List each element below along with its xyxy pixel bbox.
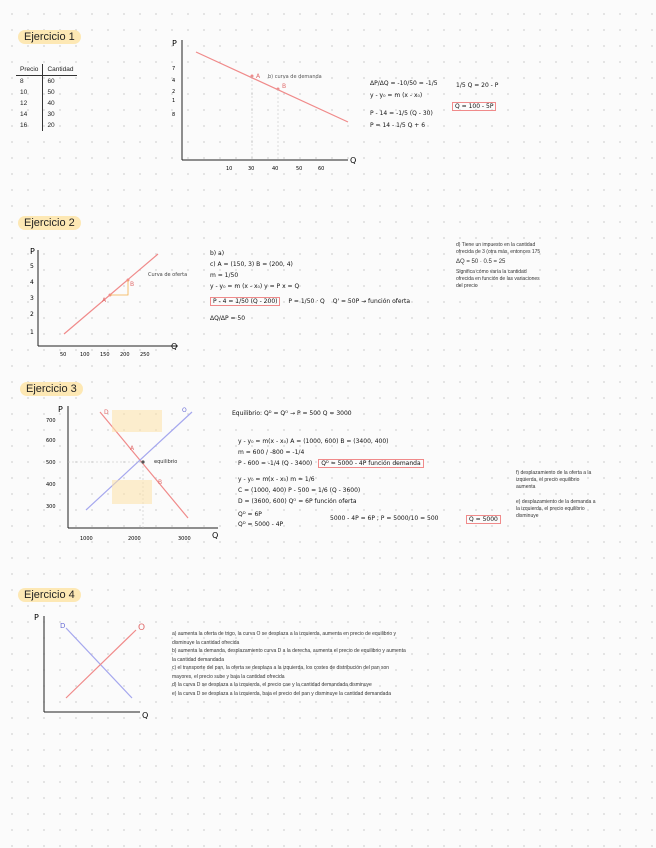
demand-curve xyxy=(66,628,132,698)
ej1-result-box: Q = 100 - 5P xyxy=(452,102,496,111)
ej3-work-line: Qᴰ = 5000 - 4P xyxy=(238,521,284,528)
ej2-work-line: ΔQ/ΔP = 50 xyxy=(210,315,246,322)
ej1-table xyxy=(16,64,77,131)
tick-label: 4 xyxy=(30,279,34,286)
ej3-q-result: Q = 5000 xyxy=(466,515,501,524)
ej2-note-line: ofrecida en función de las variaciones xyxy=(456,276,540,282)
axis-label-y: P xyxy=(172,39,177,48)
ej3-title: Ejercicio 3 xyxy=(20,382,83,396)
curve-label: Curva de oferta xyxy=(148,272,188,278)
axis-label-x: Q xyxy=(142,711,149,720)
ej3-work-line xyxy=(238,458,424,469)
tick-label: 400 xyxy=(46,482,56,488)
ej3-work-line: y - y₀ = m(x - x₀) A = (1000, 600) B = (3400, 400) xyxy=(238,438,389,445)
tick-label: 200 xyxy=(120,352,130,358)
tick-label: 2 xyxy=(30,311,34,318)
ej2-box: P - 4 = 1/50 (Q - 200) xyxy=(210,297,280,306)
tick-label: 150 xyxy=(100,352,110,358)
ej3-work-line: D = (3600, 600) Qᴼ = 6P función oferta xyxy=(238,498,357,505)
ej3-work-inline: P - 600 = -1/4 (Q - 3400) xyxy=(238,460,313,467)
demand-curve xyxy=(196,52,348,122)
tick-label: 4 xyxy=(172,78,176,84)
axis-label-x: Q xyxy=(350,156,357,165)
point-a-label: A xyxy=(256,73,261,80)
tick-label: 1 xyxy=(30,329,34,336)
table-cell: 8 xyxy=(16,76,43,88)
axis-label-y: P xyxy=(58,405,63,414)
curve-label-o: O xyxy=(138,623,146,633)
supply-curve xyxy=(66,630,136,698)
point-b-label: B xyxy=(282,83,287,90)
tick-label: 5 xyxy=(30,263,34,270)
axis-label-x: Q xyxy=(171,342,178,351)
ej4-title: Ejercicio 4 xyxy=(18,588,81,602)
tick-label: 40 xyxy=(272,166,279,172)
ej4-answer-line: c) el transporte del pan, la oferta se desplaza a la izquierda, los costes de distribución del pan son xyxy=(172,665,390,671)
table-cell: 14 xyxy=(16,109,43,120)
table-cell: 40 xyxy=(47,100,55,107)
ej3-equilibrium: Equilibrio: Qᴰ = Qᴼ → P = 500 Q = 3000 xyxy=(232,410,352,417)
curve-label: equilibrio xyxy=(154,459,178,465)
tick-label: 600 xyxy=(46,438,56,444)
ej1-graph xyxy=(160,34,360,176)
ej2-note-line: del precio xyxy=(456,283,478,289)
point-b-label: B xyxy=(130,281,135,288)
ej1-work-line: P - 14 = -1/5 (Q - 30) xyxy=(370,110,433,117)
ej2-work-line: y - y₀ = m (x - x₀) y = P x = Q xyxy=(210,283,300,290)
tick-label: 300 xyxy=(46,504,56,510)
ej4-answer-line: b) aumenta la demanda, desplazamiento curva D a la derecha, aumenta el precio de equilibrio y aumenta xyxy=(172,648,406,654)
tick-label: 3 xyxy=(30,295,34,302)
ej1-work-line: y - y₀ = m (x - x₀) xyxy=(370,92,423,99)
tick-label: 700 xyxy=(46,418,56,424)
table-cell: 16 xyxy=(16,120,43,131)
tick-label: 10 xyxy=(226,166,233,172)
axis-label-x: Q xyxy=(212,531,219,540)
table-header: Precio xyxy=(16,64,43,76)
tick-label: 30 xyxy=(248,166,255,172)
tick-label: 2000 xyxy=(128,536,141,542)
ej3-note-line: izquierda, el precio equilibrio xyxy=(516,477,580,483)
curve-label-d: D xyxy=(60,622,66,630)
axis-label-y: P xyxy=(30,247,35,256)
tick-label: 60 xyxy=(318,166,325,172)
ej4-answer-line: e) la curva D se desplaza a la izquierda, baja el precio del pan y disminuye la cantidad demandada xyxy=(172,690,392,697)
ej3-work-line: y - y₀ = m(x - x₀) m = 1/6 xyxy=(238,476,315,483)
ej2-note-line: ofrecida de 3 (otra más, entonces 175 xyxy=(456,249,541,255)
ej4-graph xyxy=(30,606,160,722)
ej1-title: Ejercicio 1 xyxy=(18,30,81,44)
tick-label: 50 xyxy=(296,166,303,172)
ej4-answer-line: la cantidad demandada xyxy=(172,656,224,663)
ej1-work-line: ΔP/ΔQ = -10/50 = -1/5 xyxy=(370,80,438,87)
ej3-graph xyxy=(22,400,232,546)
tick-label: 50 xyxy=(60,352,67,358)
table-cell: 12 xyxy=(16,98,43,109)
ej2-work-line: m = 1/50 xyxy=(210,272,239,279)
ej3-note-line: aumenta xyxy=(516,484,536,490)
ej3-solve: 5000 - 4P = 6P ; P = 5000/10 = 500 xyxy=(330,515,439,522)
ej3-work-line: C = (1000, 400) P - 500 = 1/6 (Q - 3600) xyxy=(238,487,361,494)
ej2-title: Ejercicio 2 xyxy=(18,216,81,230)
table-cell: 30 xyxy=(47,111,55,118)
axis-label-y: P xyxy=(34,613,39,622)
ej3-note-line: la izquierda, el precio equilibrio xyxy=(516,506,585,512)
tick-label: 1 xyxy=(172,98,176,104)
tick-label: 7 xyxy=(172,66,176,72)
ej2-work-inline: P = 1/50 · Q xyxy=(288,298,325,305)
tick-label: 8 xyxy=(172,112,176,118)
tick-label: 3000 xyxy=(178,536,191,542)
ej2-work-inline: Q' = 50P → función oferta xyxy=(332,298,411,305)
point-a-label: A xyxy=(102,297,107,304)
tick-label: 100 xyxy=(80,352,90,358)
ej2-note-line: Significa cómo varía la cantidad xyxy=(456,269,527,275)
tick-label: 500 xyxy=(46,460,56,466)
tick-label: 2 xyxy=(172,89,176,95)
ej4-answer-line: mayores, el precio sube y baja la cantidad ofrecida xyxy=(172,673,285,680)
ej2-work-line xyxy=(210,296,410,307)
ej3-note-line: disminuye xyxy=(516,513,539,519)
table-cell: 20 xyxy=(47,122,55,129)
curve-label: O xyxy=(182,407,187,414)
curve-label: D xyxy=(104,409,109,416)
ej3-note-line: e) desplazamiento de la demanda a xyxy=(516,499,596,505)
equilibrium-point xyxy=(141,460,144,463)
ej4-answer-line: d) la curva D se desplaza a la izquierda, el precio cae y la cantidad demandada disminuye xyxy=(172,682,372,688)
ej1-work-line: P = 14 - 1/5 Q + 6 xyxy=(370,122,426,129)
table-cell: 60 xyxy=(47,78,55,85)
ej1-equation: 1/5 Q = 20 - P xyxy=(456,82,499,89)
curve-label: A xyxy=(130,445,135,452)
ej2-work-line: c) A = (150, 3) B = (200, 4) xyxy=(210,261,293,268)
table-cell: 10 xyxy=(16,87,43,98)
tick-label: 1000 xyxy=(80,536,93,542)
ej2-graph xyxy=(28,240,188,362)
ej3-work-line: Qᴰ = 6P xyxy=(238,511,262,518)
ej2-note-line: d) Tiene un impuesto en la cantidad xyxy=(456,242,536,248)
curve-label: B xyxy=(158,479,163,486)
tick-label: 250 xyxy=(140,352,150,358)
table-cell: 50 xyxy=(47,89,55,96)
ej2-work-line: b) a) xyxy=(210,250,225,257)
ej2-note-line: ΔQ = 50 · 0.5 = 25 xyxy=(456,259,506,265)
ej3-demand-box: Qᴰ = 5000 - 4P función demanda xyxy=(318,459,423,468)
table-header: Cantidad xyxy=(43,64,78,76)
ej3-note-line: f) desplazamiento de la oferta a la xyxy=(516,470,592,476)
curve-label: b) curva de demanda xyxy=(268,74,322,80)
ej3-work-line: m = 600 / -800 = -1/4 xyxy=(238,449,305,456)
ej4-answer-line: disminuye la cantidad ofrecida xyxy=(172,639,240,646)
ej4-answer-line: a) aumenta la oferta de trigo, la curva O se desplaza a la izquierda, aumenta en precio de equilibrio y xyxy=(172,631,397,637)
